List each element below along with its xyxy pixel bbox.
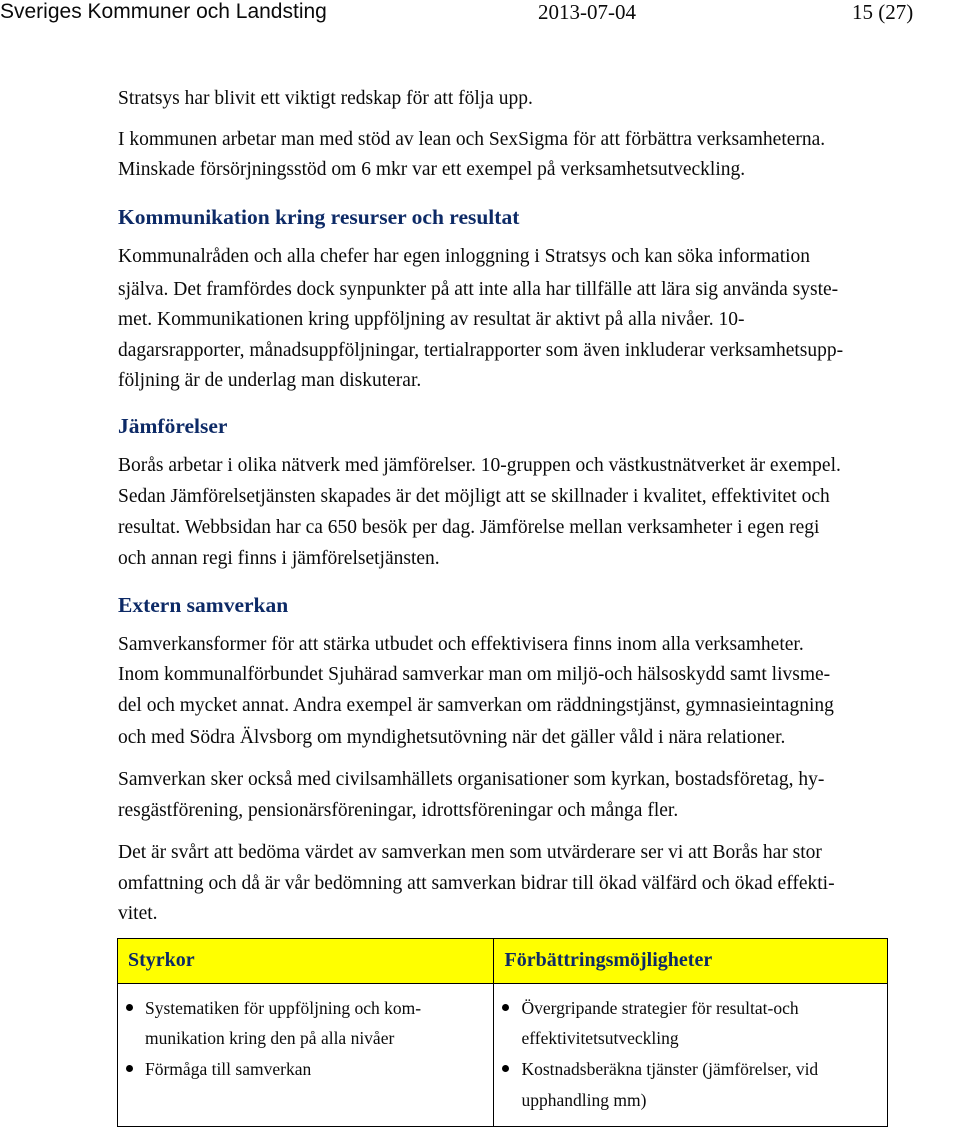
list-item: Kostnadsberäkna tjänster (jämförelser, vid [521,1059,819,1079]
improvements-header-cell [494,939,888,984]
header-date: 2013-07-04 [538,0,636,24]
improvements-list-cell [494,984,888,1127]
section-heading: Kommunikation kring resurser och resultat [118,205,520,229]
bullet-icon [126,1065,133,1072]
paragraph-line: vitet. [118,903,158,924]
list-item: Förmåga till samverkan [145,1059,312,1079]
list-item: munikation kring den på alla nivåer [145,1028,395,1048]
paragraph-line: met. Kommunikationen kring uppföljning av resultat är aktivt på alla nivåer. 10- [118,309,745,330]
bullet-icon [126,1004,133,1011]
paragraph-line: själva. Det framfördes dock synpunkter på att inte alla har tillfälle att lära sig använda syste- [118,279,839,300]
paragraph-line: och med Södra Älvsborg om myndighetsutövning när det gäller våld i nära relationer. [118,727,786,748]
strengths-list-cell [118,984,494,1127]
paragraph-line: omfattning och då är vår bedömning att samverkan bidrar till ökad välfärd och ökad effekti- [118,873,835,894]
paragraph-line: Borås arbetar i olika nätverk med jämförelser. 10-gruppen och västkustnätverket är exempel. [118,455,841,476]
paragraph-line: Det är svårt att bedöma värdet av samverkan men som utvärderare ser vi att Borås har stor [118,842,822,863]
paragraph-line: och annan regi finns i jämförelsetjänsten. [118,548,440,569]
paragraph-line: Minskade försörjningsstöd om 6 mkr var ett exempel på verksamhetsutveckling. [118,159,746,180]
bullet-icon [502,1065,509,1072]
strengths-title: Styrkor [128,949,195,971]
list-item: effektivitetsutveckling [521,1028,679,1048]
paragraph-line: Kommunalråden och alla chefer har egen inloggning i Stratsys och kan söka information [118,246,811,267]
paragraph-line: resultat. Webbsidan har ca 650 besök per dag. Jämförelse mellan verksamheter i egen regi [118,517,820,538]
improvements-title: Förbättringsmöjligheter [504,949,713,971]
paragraph-line: Samverkansformer för att stärka utbudet och effektivisera finns inom alla verksamheter. [118,634,804,655]
paragraph-line: Stratsys har blivit ett viktigt redskap för att följa upp. [118,88,533,109]
paragraph-line: Inom kommunalförbundet Sjuhärad samverkar man om miljö-och hälsoskydd samt livsme- [118,664,831,685]
header-page-number: 15 (27) [852,0,914,24]
paragraph-line: del och mycket annat. Andra exempel är samverkan om räddningstjänst, gymnasieintagning [118,695,834,716]
section-heading: Extern samverkan [118,593,289,617]
paragraph-line: I kommunen arbetar man med stöd av lean och SexSigma för att förbättra verksamheterna. [118,129,826,150]
header-org: Sveriges Kommuner och Landsting [0,0,327,23]
strengths-header-cell [118,939,494,984]
section-heading: Jämförelser [118,414,228,438]
paragraph-line: dagarsrapporter, månadsuppföljningar, tertialrapporter som även inkluderar verksamhetsupp- [118,340,844,361]
paragraph-line: följning är de underlag man diskuterar. [118,370,422,391]
paragraph-line: Samverkan sker också med civilsamhällets organisationer som kyrkan, bostadsföretag, hy- [118,769,825,790]
list-item: Övergripande strategier för resultat-och [521,998,799,1018]
bullet-icon [502,1004,509,1011]
swot-table [117,938,888,1127]
list-item: upphandling mm) [521,1090,647,1110]
list-item: Systematiken för uppföljning och kom- [145,998,422,1018]
paragraph-line: Sedan Jämförelsetjänsten skapades är det möjligt att se skillnader i kvalitet, effektivitet och [118,486,830,507]
paragraph-line: resgästförening, pensionärsföreningar, idrottsföreningar och många fler. [118,800,679,821]
